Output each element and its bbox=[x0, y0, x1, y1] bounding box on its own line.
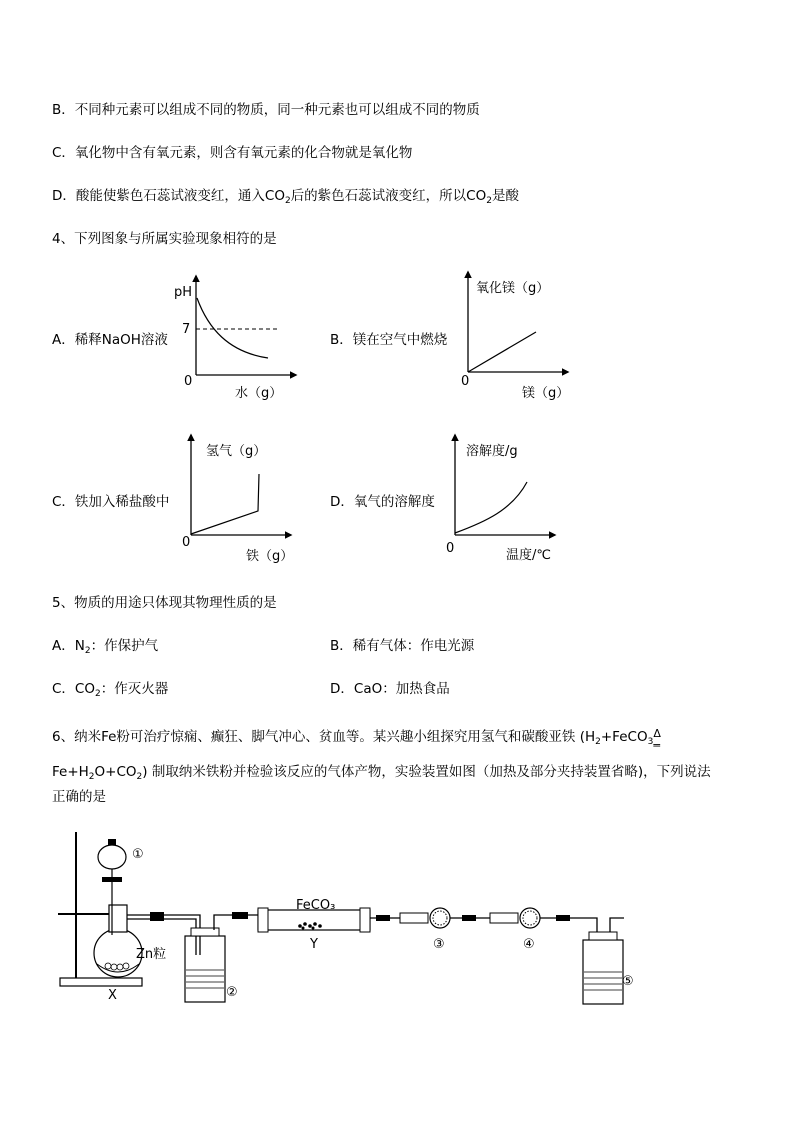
subscript: 2 bbox=[486, 196, 492, 206]
gas-tube-5 bbox=[540, 918, 597, 940]
delta-symbol: Δ bbox=[653, 727, 661, 740]
flask-x bbox=[94, 929, 142, 977]
graph-c-xlabel: 铁（g） bbox=[246, 549, 294, 564]
rubber-joint bbox=[462, 915, 476, 921]
q4-option-b: B．镁在空气中燃烧 bbox=[330, 332, 448, 348]
graph-d-xlabel: 温度/℃ bbox=[506, 548, 551, 563]
graph-a-tick-7: 7 bbox=[182, 322, 191, 337]
subscript: 2 bbox=[88, 772, 95, 782]
graph-a-xlabel: 水（g） bbox=[235, 386, 283, 401]
bottle-2-liquid bbox=[186, 970, 224, 988]
exhaust-tube bbox=[610, 918, 624, 932]
graph-a-origin: 0 bbox=[184, 374, 193, 389]
q5-a-pre: A．N bbox=[52, 638, 85, 654]
q6-part-e: ) 制取纳米铁粉并检验该反应的气体产物，实验装置如图（加热及部分夹持装置省略)，下列说法 bbox=[142, 764, 711, 780]
subscript: 3 bbox=[647, 737, 654, 747]
wash-bottle-2 bbox=[185, 936, 225, 1002]
funnel-stopper bbox=[108, 839, 116, 845]
zinc-granules bbox=[105, 963, 129, 970]
rubber-joint bbox=[150, 912, 164, 921]
q3-option-b: B．不同种元素可以组成不同的物质，同一种元素也可以组成不同的物质 bbox=[52, 102, 480, 118]
label-4: ④ bbox=[523, 937, 535, 952]
q3-d-part2: 后的紫色石蕊试液变红，所以CO bbox=[290, 188, 487, 204]
q3-option-c: C．氧化物中含有氧元素，则含有氧元素的化合物就是氧化物 bbox=[52, 145, 413, 161]
label-3: ③ bbox=[433, 937, 445, 952]
drying-tube-4-fill bbox=[523, 911, 537, 925]
drying-tube-3-stem bbox=[400, 913, 428, 923]
q4-option-a: A．稀释NaOH溶液 bbox=[52, 332, 168, 348]
subscript: 2 bbox=[595, 737, 601, 747]
drying-tube-3-fill bbox=[433, 911, 447, 925]
rubber-joint bbox=[232, 912, 248, 919]
q4-option-c: C．铁加入稀盐酸中 bbox=[52, 494, 170, 510]
q6-part-d: O+CO bbox=[94, 764, 137, 780]
q5-option-d: D．CaO：加热食品 bbox=[330, 681, 450, 697]
tube-y-stopper-left bbox=[258, 908, 268, 932]
label-x: X bbox=[108, 988, 117, 1003]
feco3-powder bbox=[298, 922, 322, 929]
bottle-5-stopper bbox=[589, 932, 617, 940]
graph-b-origin: 0 bbox=[461, 374, 470, 389]
label-zn: Zn粒 bbox=[136, 947, 167, 962]
label-feco3: FeCO₃ bbox=[296, 898, 336, 913]
rubber-joint bbox=[556, 915, 570, 921]
graph-a-ylabel: pH bbox=[174, 285, 193, 300]
subscript: 2 bbox=[84, 646, 91, 656]
q6-part-b: +FeCO bbox=[600, 729, 648, 745]
drying-tube-4-stem bbox=[490, 913, 518, 923]
q6-stem-line3: 正确的是 bbox=[52, 789, 106, 805]
q3-d-part1: D．酸能使紫色石蕊试液变红，通入CO bbox=[52, 188, 285, 204]
graph-c-ylabel: 氢气（g） bbox=[206, 444, 267, 459]
graph-d-origin: 0 bbox=[446, 541, 455, 556]
q4-stem: 4、下列图象与所属实验现象相符的是 bbox=[52, 231, 277, 247]
graph-c-origin: 0 bbox=[182, 535, 191, 550]
graph-b-ylabel: 氧化镁（g） bbox=[476, 281, 550, 296]
graph-b-xlabel: 镁（g） bbox=[522, 386, 570, 401]
funnel-tap bbox=[102, 877, 122, 882]
label-2: ② bbox=[226, 985, 238, 1000]
q5-option-b: B．稀有气体：作电光源 bbox=[330, 638, 475, 654]
rubber-joint bbox=[376, 915, 390, 921]
label-5: ⑤ bbox=[622, 974, 634, 989]
stand-base bbox=[60, 978, 142, 986]
subscript: 2 bbox=[94, 689, 101, 699]
label-1: ① bbox=[132, 847, 144, 862]
bottle-2-stopper bbox=[191, 928, 219, 936]
tube-y-stopper-right bbox=[360, 908, 370, 932]
equals-symbol: ═ bbox=[653, 739, 660, 752]
q5-stem: 5、物质的用途只体现其物理性质的是 bbox=[52, 595, 277, 611]
q6-part-c: Fe+H bbox=[52, 764, 89, 780]
q6-part-a: 6、纳米Fe粉可治疗惊痫、癫狂、脚气冲心、贫血等。某兴趣小组探究用氢气和碳酸亚铁 (H bbox=[52, 729, 596, 745]
bottle-5-liquid bbox=[584, 972, 622, 990]
graph-d-ylabel: 溶解度/g bbox=[466, 444, 518, 459]
subscript: 2 bbox=[136, 772, 143, 782]
q5-a-post: ：作保护气 bbox=[90, 638, 159, 654]
label-y: Y bbox=[310, 937, 318, 952]
q5-c-pre: C．CO bbox=[52, 681, 95, 697]
subscript: 2 bbox=[284, 196, 291, 206]
q3-d-part3: 是酸 bbox=[491, 188, 519, 204]
q5-c-post: ：作灭火器 bbox=[100, 681, 169, 697]
q4-option-d: D．氧气的溶解度 bbox=[330, 494, 435, 510]
separatory-funnel bbox=[98, 845, 126, 869]
